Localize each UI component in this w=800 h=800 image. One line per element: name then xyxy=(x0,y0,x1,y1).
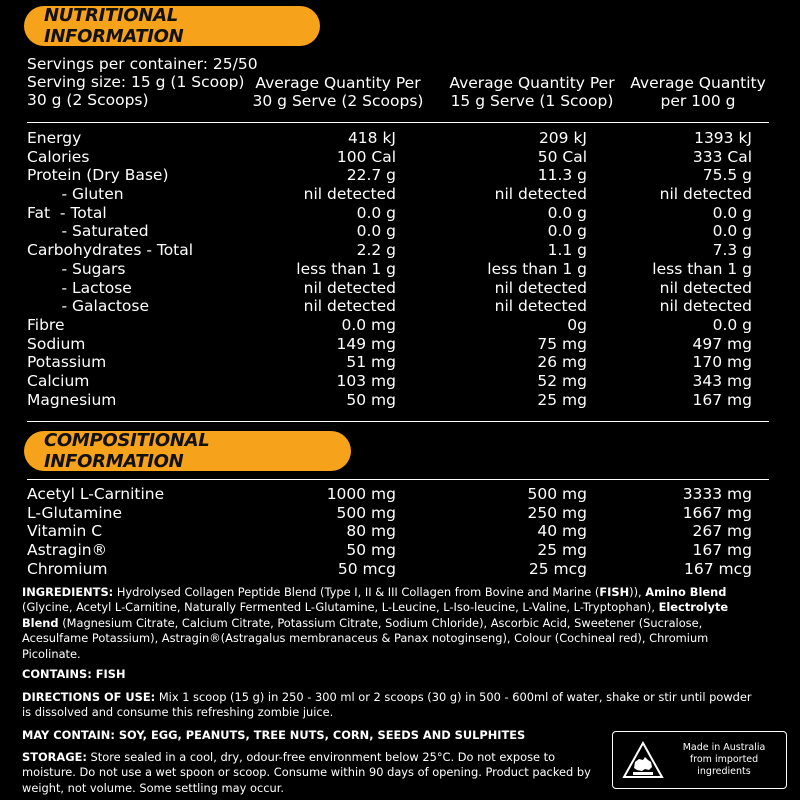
value-100g: 343 mg xyxy=(692,371,752,390)
value-30g: less than 1 g xyxy=(296,259,396,278)
row-label: - Saturated xyxy=(27,222,149,241)
nutrition-table xyxy=(27,129,752,409)
value-30g: 50 mcg xyxy=(337,559,396,578)
column-header-100g-line1: Average Quantity xyxy=(630,74,766,92)
column-header-15g xyxy=(436,74,628,110)
row-label: L-Glutamine xyxy=(27,503,123,522)
table-row xyxy=(27,316,752,335)
value-100g: nil detected xyxy=(659,278,752,297)
value-15g: 250 mg xyxy=(527,503,587,522)
badge-line3: ingredients xyxy=(697,766,751,777)
storage-label: STORAGE: xyxy=(22,750,87,764)
value-30g: 2.2 g xyxy=(356,241,396,260)
column-header-15g-line2: 15 g Serve (1 Scoop) xyxy=(450,92,614,110)
table-row xyxy=(27,279,752,298)
nutrition-header-divider xyxy=(27,122,769,123)
value-30g: 0.0 g xyxy=(356,222,396,241)
row-label: Calories xyxy=(27,147,90,166)
value-30g: 1000 mg xyxy=(326,485,396,503)
ingredients-part2: )), xyxy=(629,585,646,599)
value-100g: 0.0 g xyxy=(712,203,752,222)
value-15g: nil detected xyxy=(494,297,587,316)
value-30g: 80 mg xyxy=(346,522,396,541)
nutritional-information-heading xyxy=(24,6,320,46)
value-100g: 75.5 g xyxy=(702,166,752,185)
amino-blend-label: Amino Blend xyxy=(645,585,727,599)
value-15g: 0g xyxy=(567,315,587,334)
storage-instructions xyxy=(22,750,597,796)
servings-per-container: Servings per container: 25/50 xyxy=(27,55,258,73)
compositional-information-title: COMPOSITIONAL INFORMATION xyxy=(44,430,210,472)
value-30g: nil detected xyxy=(303,185,396,204)
value-30g: 0.0 g xyxy=(356,203,396,222)
ingredients-label: INGREDIENTS: xyxy=(22,585,114,599)
value-100g: 167 mg xyxy=(692,390,752,409)
made-in-australia-triangle-icon xyxy=(621,740,665,780)
value-15g: 50 Cal xyxy=(537,147,587,166)
row-label: - Galactose xyxy=(27,297,150,316)
row-label: - Lactose xyxy=(27,278,132,297)
row-label: Protein (Dry Base) xyxy=(27,166,169,185)
table-row xyxy=(27,560,752,579)
value-30g: nil detected xyxy=(303,278,396,297)
value-100g: 7.3 g xyxy=(712,241,752,260)
column-header-30g-line1: Average Quantity Per xyxy=(255,74,421,92)
table-row xyxy=(27,391,752,410)
badge-text xyxy=(665,742,783,778)
value-100g: 167 mcg xyxy=(684,559,752,578)
table-row xyxy=(27,204,752,223)
storage-text: Store sealed in a cool, dry, odour-free environment below 25°C. Do not expose to moisture. Do not use a wet spoon or scoop. Consume within 90 days of opening. Product packed by weight, not volume. Some settling may occur. xyxy=(22,750,591,795)
row-label: Vitamin C xyxy=(27,522,103,541)
value-100g: 167 mg xyxy=(692,541,752,560)
value-100g: 1667 mg xyxy=(682,503,752,522)
value-15g: 0.0 g xyxy=(547,203,587,222)
value-100g: 3333 mg xyxy=(682,485,752,503)
value-30g: 103 mg xyxy=(336,371,396,390)
row-label: - Gluten xyxy=(27,185,124,204)
value-100g: nil detected xyxy=(659,185,752,204)
table-row xyxy=(27,260,752,279)
value-30g: 0.0 mg xyxy=(341,315,396,334)
table-row xyxy=(27,129,752,148)
column-header-15g-line1: Average Quantity Per xyxy=(449,74,615,92)
may-contain-text: MAY CONTAIN: SOY, EGG, PEANUTS, TREE NUTS, CORN, SEEDS AND SULPHITES xyxy=(22,728,526,742)
ingredients-part1: Hydrolysed Collagen Peptide Blend (Type I, II & III Collagen from Bovine and Marine ( xyxy=(113,585,600,599)
contains-statement xyxy=(22,667,762,682)
value-100g: 333 Cal xyxy=(692,147,752,166)
table-row xyxy=(27,335,752,354)
value-30g: 22.7 g xyxy=(346,166,396,185)
value-15g: 40 mg xyxy=(537,522,587,541)
value-100g: 1393 kJ xyxy=(694,129,752,147)
compositional-information-heading xyxy=(24,431,351,471)
table-row xyxy=(27,485,752,504)
value-15g: 26 mg xyxy=(537,353,587,372)
table-row xyxy=(27,166,752,185)
ingredients-text xyxy=(22,585,762,662)
row-label: Acetyl L-Carnitine xyxy=(27,485,165,503)
table-row xyxy=(27,372,752,391)
table-row xyxy=(27,297,752,316)
value-30g: 51 mg xyxy=(346,353,396,372)
value-15g: nil detected xyxy=(494,278,587,297)
row-label: Carbohydrates - Total xyxy=(27,241,194,260)
value-15g: 25 mg xyxy=(537,390,587,409)
value-15g: 25 mcg xyxy=(528,559,587,578)
electrolyte-blend-text: (Magnesium Citrate, Calcium Citrate, Potassium Citrate, Sodium Chloride), Ascorbic Acid, Sweetener (Sucralose, Acesulfame Potassium), Astragin®(Astragalus membranaceus & Panax notoginseng), Colour (Cochineal red), Chromium Picolinate. xyxy=(22,615,709,661)
directions-of-use xyxy=(22,690,762,721)
value-15g: 500 mg xyxy=(527,485,587,503)
value-15g: 11.3 g xyxy=(537,166,587,185)
row-label: Calcium xyxy=(27,371,90,390)
column-header-100g xyxy=(622,74,774,110)
directions-text: Mix 1 scoop (15 g) in 250 - 300 ml or 2 scoops (30 g) in 500 - 600ml of water, shake or stir until powder is dissolved and consume this refreshing zombie juice. xyxy=(22,690,752,720)
ingredients-fish: FISH xyxy=(599,585,630,599)
table-row xyxy=(27,241,752,260)
value-100g: 497 mg xyxy=(692,334,752,353)
table-row xyxy=(27,353,752,372)
value-100g: 267 mg xyxy=(692,522,752,541)
value-100g: 0.0 g xyxy=(712,315,752,334)
made-in-australia-badge xyxy=(612,731,787,789)
table-row xyxy=(27,522,752,541)
value-15g: less than 1 g xyxy=(487,259,587,278)
column-header-30g xyxy=(240,74,436,110)
value-30g: 149 mg xyxy=(336,334,396,353)
value-15g: 1.1 g xyxy=(547,241,587,260)
row-label: Chromium xyxy=(27,559,108,578)
row-label: - Sugars xyxy=(27,259,126,278)
value-100g: 170 mg xyxy=(692,353,752,372)
value-15g: 75 mg xyxy=(537,334,587,353)
badge-line1: Made in Australia xyxy=(682,742,766,753)
table-row xyxy=(27,148,752,167)
row-label: Energy xyxy=(27,129,82,147)
value-100g: less than 1 g xyxy=(652,259,752,278)
column-header-30g-line2: 30 g Serve (2 Scoops) xyxy=(252,92,424,110)
badge-line2: from imported xyxy=(689,754,759,765)
table-row xyxy=(27,185,752,204)
value-100g: nil detected xyxy=(659,297,752,316)
nutritional-information-title: NUTRITIONAL INFORMATION xyxy=(44,5,184,47)
table-row xyxy=(27,504,752,523)
row-label: Potassium xyxy=(27,353,107,372)
contains-text: CONTAINS: FISH xyxy=(22,667,126,681)
value-15g: 0.0 g xyxy=(547,222,587,241)
composition-table xyxy=(27,485,752,578)
value-100g: 0.0 g xyxy=(712,222,752,241)
table-row xyxy=(27,222,752,241)
row-label: Astragin® xyxy=(27,541,108,560)
nutrition-bottom-divider xyxy=(27,421,769,422)
value-30g: nil detected xyxy=(303,297,396,316)
row-label: Fat - Total xyxy=(27,203,107,222)
row-label: Magnesium xyxy=(27,390,117,409)
row-label: Sodium xyxy=(27,334,86,353)
value-30g: 500 mg xyxy=(336,503,396,522)
table-row xyxy=(27,541,752,560)
value-30g: 50 mg xyxy=(346,541,396,560)
amino-blend-text: (Glycine, Acetyl L-Carnitine, Naturally Fermented L-Glutamine, L-Leucine, L-Iso-leucine, L-Valine, L-Tryptophan), xyxy=(22,600,659,615)
value-30g: 50 mg xyxy=(346,390,396,409)
value-15g: nil detected xyxy=(494,185,587,204)
value-15g: 52 mg xyxy=(537,371,587,390)
row-label: Fibre xyxy=(27,315,65,334)
value-15g: 209 kJ xyxy=(538,129,587,147)
value-30g: 418 kJ xyxy=(347,129,396,147)
serving-size-line1: Serving size: 15 g (1 Scoop) xyxy=(27,73,245,91)
electrolyte-blend-label: Electrolyte Blend xyxy=(22,600,729,630)
value-30g: 100 Cal xyxy=(336,147,396,166)
composition-header-divider xyxy=(27,479,769,480)
directions-label: DIRECTIONS OF USE: xyxy=(22,690,156,704)
value-15g: 25 mg xyxy=(537,541,587,560)
column-header-100g-line2: per 100 g xyxy=(660,92,736,110)
serving-size-line2: 30 g (2 Scoops) xyxy=(27,91,149,109)
